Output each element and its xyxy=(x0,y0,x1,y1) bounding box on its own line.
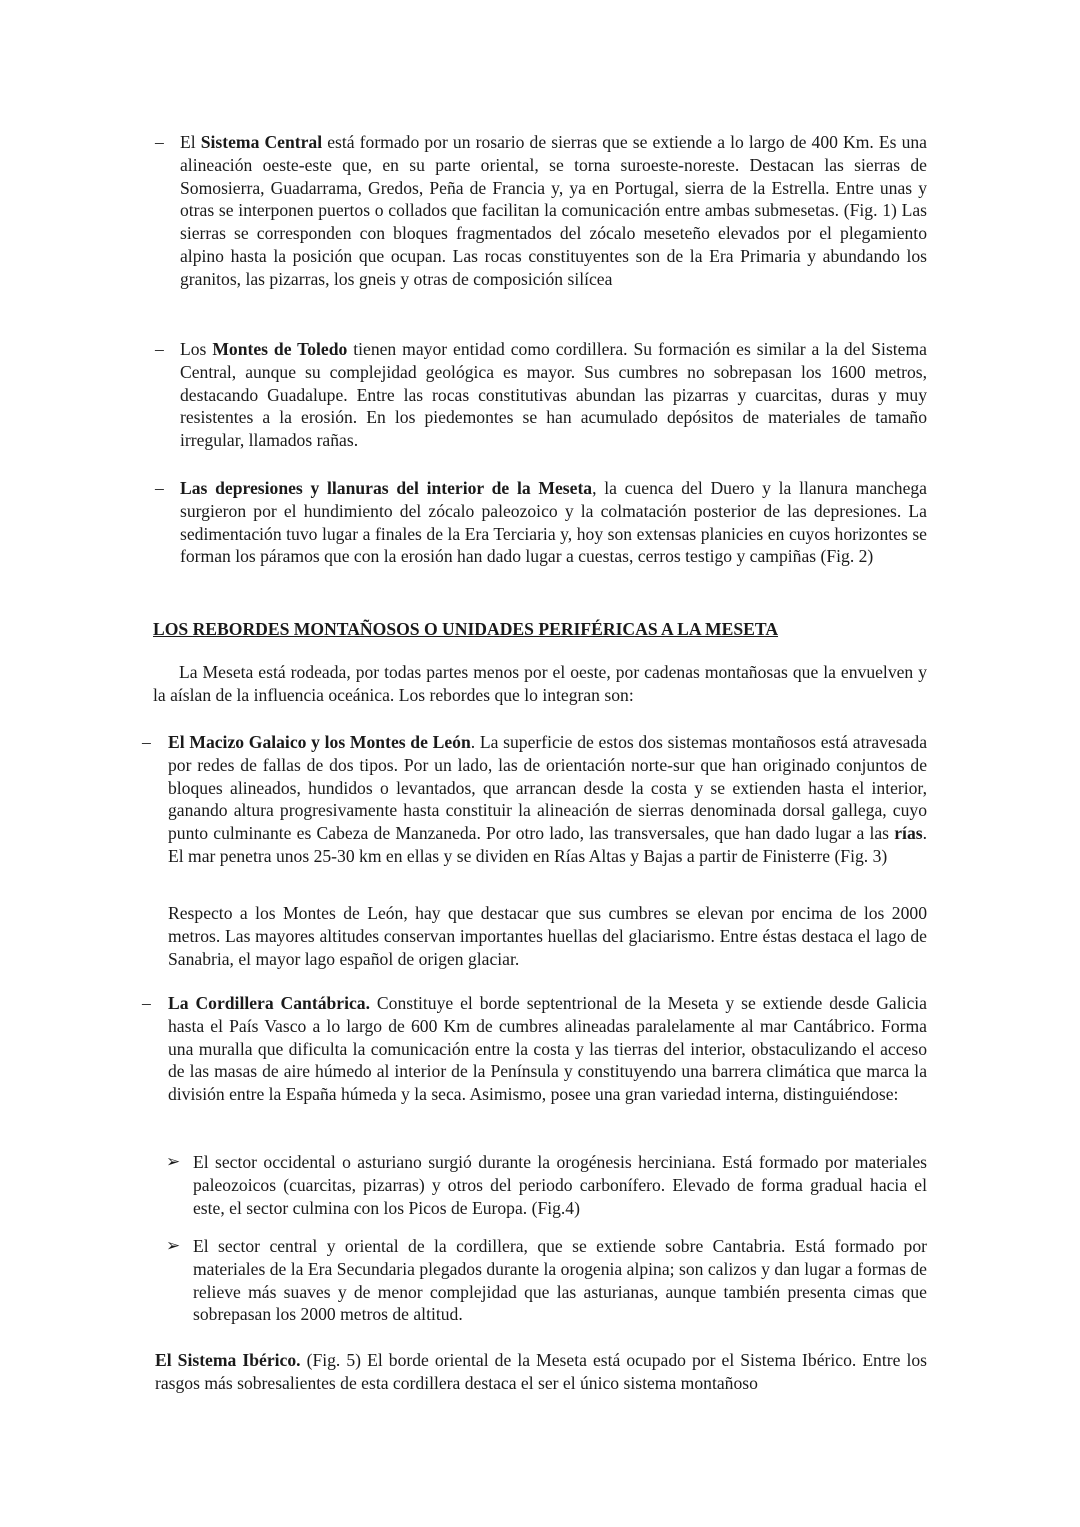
sub-bullet-sector-occidental xyxy=(166,1151,927,1219)
arrow-bullet-icon: ➢ xyxy=(166,1152,181,1171)
dash-bullet: – xyxy=(155,478,164,498)
bullet-macizo-galaico xyxy=(142,731,927,868)
paragraph-cordillera-cantabrica xyxy=(168,992,927,1106)
section-intro: La Meseta está rodeada, por todas partes menos por el oeste, por cadenas montañosas que la envuelven y la aíslan de la influencia oceánica. Los rebordes que lo integran son: xyxy=(153,662,927,705)
text-lead: Los xyxy=(180,339,213,359)
term-montes-toledo: Montes de Toledo xyxy=(212,339,348,359)
dash-bullet: – xyxy=(155,339,164,359)
text-body: . La superficie de estos dos sistemas montañosos está atravesada por redes de fallas de dos tipos. Por un lado, las de orientación norte-sur que han originado conjuntos de bloques alineados, hundidos o levantados, que arrancan desde la costa y se extienden hasta el interior, ganando altura progresivamente hasta constituir la alineación de sierras denominada dorsal gallega, cuyo punto culminante es Cabeza de Manzaneda. Por otro lado, las transversales, que han dado lugar a las xyxy=(168,732,927,844)
text-body: Constituye el borde septentrional de la Meseta y se extiende desde Galicia hasta el País Vasco a lo largo de 600 Km de cumbres alineadas paralelamente al mar Cantábrico. Forma una muralla que dificulta la comunicación entre la costa y las tierras del interior, obstaculizando el acceso de las masas de aire húmedo al interior de la Península y constituyendo una barrera climática que marca la división entre la España húmeda y la seca. Asimismo, posee una gran variedad interna, distinguiéndose: xyxy=(168,993,927,1105)
paragraph-macizo-galaico xyxy=(168,731,927,868)
bullet-montes-toledo xyxy=(155,338,927,452)
section-heading: LOS REBORDES MONTAÑOSOS O UNIDADES PERIFÉRICAS A LA MESETA xyxy=(153,619,779,639)
paragraph-montes-toledo xyxy=(180,338,927,452)
bullet-cordillera-cantabrica xyxy=(142,992,927,1106)
term-sistema-central: Sistema Central xyxy=(200,132,323,152)
term-rias: rías xyxy=(894,823,923,844)
sub-bullet-sector-central xyxy=(166,1235,927,1326)
arrow-bullet-icon: ➢ xyxy=(166,1236,181,1255)
text-body: . El mar penetra unos 25-30 km en ellas y se dividen en Rías Altas y Bajas a partir de Finisterre (Fig. 3) xyxy=(168,823,927,866)
term-cordillera-cantabrica: La Cordillera Cantábrica. xyxy=(168,993,370,1013)
dash-bullet: – xyxy=(155,132,164,152)
text-lead: El xyxy=(180,132,201,152)
text-body: , la cuenca del Duero y la llanura manchega surgieron por el hundimiento del zócalo paleozoico y la colmatación posterior de las depresiones. La sedimentación tuvo lugar a finales de la Era Terciaria y, hoy son extensas planicies en cuyos horizontes se forman los páramos que con la erosión han dado lugar a cuestas, cerros testigo y campiñas (Fig. 2) xyxy=(180,478,927,567)
term-depresiones: Las depresiones y llanuras del interior de la Meseta xyxy=(180,478,593,498)
term-sistema-iberico: El Sistema Ibérico. xyxy=(155,1350,301,1370)
paragraph-sistema-central xyxy=(180,131,927,291)
dash-bullet: – xyxy=(142,993,151,1013)
paragraph-sector-central: El sector central y oriental de la cordillera, que se extiende sobre Cantabria. Está formado por materiales de la Era Secundaria plegados durante la orogenia alpina; son calizos y dan lugar a formas de relieve más suaves y de menor complejidad que las asturianas, aunque también presenta cimas que sobrepasan los 2000 metros de altitud. xyxy=(193,1236,927,1325)
bullet-sistema-central xyxy=(155,131,927,291)
text-body: (Fig. 5) El borde oriental de la Meseta está ocupado por el Sistema Ibérico. Entre los rasgos más sobresalientes de esta cordillera destaca el ser el único sistema montañoso xyxy=(155,1350,928,1393)
paragraph-depresiones xyxy=(180,477,927,568)
bullet-depresiones xyxy=(155,477,927,568)
paragraph-sistema-iberico xyxy=(155,1349,927,1395)
text-body: tienen mayor entidad como cordillera. Su formación es similar a la del Sistema Central, aunque su complejidad geológica es mayor. Sus cumbres no sobrepasan los 1600 metros, destacando Guadalupe. Entre las rocas constitutivas abundan las pizarras y cuarcitas, duras y muy resistentes a la erosión. En los piedemontes se han acumulado depósitos de materiales de tamaño irregular, llamados rañas. xyxy=(180,339,927,451)
term-macizo-galaico: El Macizo Galaico y los Montes de León xyxy=(168,732,471,752)
dash-bullet: – xyxy=(142,732,151,752)
paragraph-sector-occidental: El sector occidental o asturiano surgió durante la orogénesis herciniana. Está formado por materiales paleozoicos (cuarcitas, pizarras) y otros del periodo carbonífero. Elevado de forma gradual hacia el este, el sector culmina con los Picos de Europa. (Fig.4) xyxy=(193,1152,927,1218)
text-body: está formado por un rosario de sierras que se extiende a lo largo de 400 Km. Es una alineación oeste-este que, en su parte oriental, se torna suroeste-noreste. Destacan las sierras de Somosierra, Guadarrama, Gredos, Peña de Francia y, ya en Portugal, sierra de la Estrella. Entre unas y otras se interponen puertos o collados que facilitan la comunicación entre ambas submesetas. (Fig. 1) Las sierras se corresponden con bloques fragmentados del zócalo meseteño elevados por el plegamiento alpino hasta la posición que ocupan. Las rocas constituyentes son de la Era Primaria y abundando los granitos, las pizarras, los gneis y otras de composición silícea xyxy=(180,132,927,289)
paragraph-montes-leon: Respecto a los Montes de León, hay que destacar que sus cumbres se elevan por encima de los 2000 metros. Las mayores altitudes conservan importantes huellas del glaciarismo. Entre éstas destaca el lago de Sanabria, el mayor lago español de origen glaciar. xyxy=(168,903,927,969)
